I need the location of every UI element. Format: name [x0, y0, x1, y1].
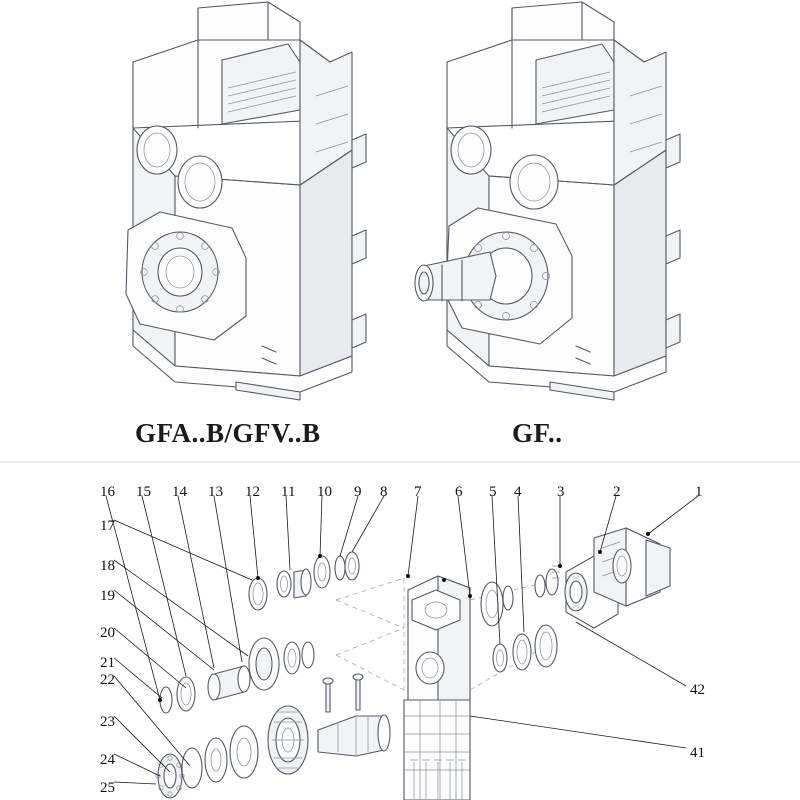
callout-left-19: 19: [100, 588, 115, 604]
callout-top-13: 13: [208, 484, 223, 500]
exploded-rings-right: [481, 569, 558, 672]
gearbox-left-illustration: [126, 2, 366, 400]
callout-left-20: 20: [100, 625, 115, 641]
callout-top-3: 3: [557, 484, 565, 500]
callout-top-1: 1: [695, 484, 703, 500]
caption-left: GFA..B/GFV..B: [135, 418, 321, 448]
callout-top-12: 12: [245, 484, 260, 500]
callout-top-11: 11: [281, 484, 296, 500]
callout-top-8: 8: [380, 484, 388, 500]
exploded-gear-lower: [156, 706, 390, 798]
callout-top-15: 15: [136, 484, 151, 500]
caption-right: GF..: [512, 418, 563, 448]
callout-top-7: 7: [414, 484, 422, 500]
callout-top-10: 10: [317, 484, 332, 500]
exploded-assembly-illustration: [106, 496, 698, 800]
callout-top-9: 9: [354, 484, 362, 500]
exploded-pins: [323, 674, 363, 712]
callout-left-18: 18: [100, 558, 115, 574]
gearbox-right-illustration: [415, 2, 680, 400]
callout-top-14: 14: [172, 484, 187, 500]
callout-top-5: 5: [489, 484, 497, 500]
callout-left-23: 23: [100, 714, 115, 730]
callout-left-17: 17: [100, 518, 115, 534]
callout-left-25: 25: [100, 780, 115, 796]
callout-right-42: 42: [690, 682, 705, 698]
exploded-rings-upper: [249, 552, 359, 610]
callout-top-4: 4: [514, 484, 522, 500]
callout-left-21: 21: [100, 655, 115, 671]
exploded-input-stage: [565, 528, 670, 628]
callout-top-2: 2: [613, 484, 621, 500]
callout-left-24: 24: [100, 752, 115, 768]
callout-top-6: 6: [455, 484, 463, 500]
exploded-gear-middle: [160, 638, 314, 713]
callout-top-16: 16: [100, 484, 115, 500]
callout-left-22: 22: [100, 672, 115, 688]
callout-right-41: 41: [690, 745, 705, 761]
